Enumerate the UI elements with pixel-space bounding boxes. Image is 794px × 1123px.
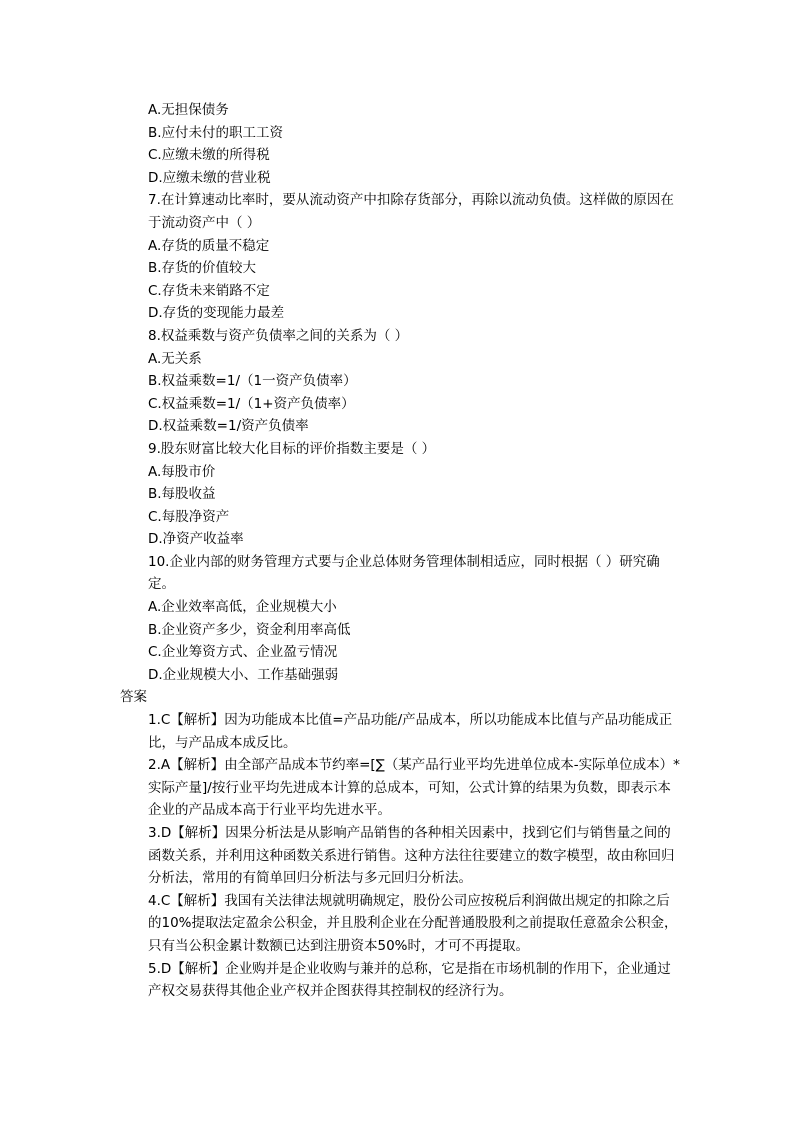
option-q9-c: C.每股净资产 bbox=[148, 508, 230, 525]
option-q9-b: B.每股收益 bbox=[148, 486, 216, 503]
option-q6-d: D.应缴未缴的营业税 bbox=[148, 169, 271, 186]
answers-heading: 答案 bbox=[120, 689, 147, 706]
question-10-stem: 10.企业内部的财务管理方式要与企业总体财务管理体制相适应，同时根据（ ）研究确定。 bbox=[148, 553, 660, 593]
option-q10-a: A.企业效率高低，企业规模大小 bbox=[148, 599, 337, 616]
answer-4: 4.C【解析】我国有关法律法规就明确规定，股份公司应按税后利润做出规定的扣除之后的10%提取法定盈余公积金，并且股利企业在分配普通股股利之前提取任意盈余公积金，只有当公积金累计数额已达到注册资本50%时，才可不再提取。 bbox=[148, 892, 678, 954]
option-q10-d: D.企业规模大小、工作基础强弱 bbox=[148, 666, 339, 683]
answer-2: 2.A【解析】由全部产品成本节约率=[∑（某产品行业平均先进单位成本-实际单位成本）*实际产量]/按行业平均先进成本计算的总成本，可知，公式计算的结果为负数，即表示本企业的产品成本高于行业平均先进水平。 bbox=[148, 757, 680, 819]
option-q10-b: B.企业资产多少，资金利用率高低 bbox=[148, 621, 351, 638]
option-q8-b: B.权益乘数=1/（1一资产负债率） bbox=[148, 373, 357, 390]
answer-3: 3.D【解析】因果分析法是从影响产品销售的各种相关因素中，找到它们与销售量之间的函数关系，并利用这种函数关系进行销售。这种方法往往要建立的数字模型，故由称回归分析法，常用的有简单回归分析法与多元回归分析法。 bbox=[148, 825, 675, 887]
option-q7-b: B.存货的价值较大 bbox=[148, 260, 257, 277]
option-q10-c: C.企业筹资方式、企业盈亏情况 bbox=[148, 644, 338, 661]
answer-1: 1.C【解析】因为功能成本比值=产品功能/产品成本，所以功能成本比值与产品功能成正比，与产品成本成反比。 bbox=[148, 712, 673, 751]
question-7-stem: 7.在计算速动比率时，要从流动资产中扣除存货部分，再除以流动负债。这样做的原因在于流动资产中（ ） bbox=[148, 192, 674, 231]
option-q8-c: C.权益乘数=1/（1+资产负债率） bbox=[148, 395, 355, 412]
question-9-stem: 9.股东财富比较大化目标的评价指数主要是（ ） bbox=[148, 440, 436, 457]
question-8-stem: 8.权益乘数与资产负债率之间的关系为（ ） bbox=[148, 327, 409, 344]
option-q6-a: A.无担保债务 bbox=[148, 102, 229, 118]
option-q8-a: A.无关系 bbox=[148, 350, 202, 367]
option-q7-d: D.存货的变现能力最差 bbox=[148, 305, 285, 322]
option-q6-c: C.应缴未缴的所得税 bbox=[148, 147, 270, 164]
option-q6-b: B.应付未付的职工工资 bbox=[148, 124, 284, 141]
document-page bbox=[120, 99, 680, 1003]
option-q7-c: C.存货未来销路不定 bbox=[148, 282, 270, 299]
option-q9-d: D.净资产收益率 bbox=[148, 531, 244, 548]
option-q8-d: D.权益乘数=1/资产负债率 bbox=[148, 418, 309, 435]
option-q9-a: A.每股市价 bbox=[148, 463, 216, 480]
answer-5: 5.D【解析】企业购并是企业收购与兼并的总称，它是指在市场机制的作用下，企业通过产权交易获得其他企业产权并企图获得其控制权的经济行为。 bbox=[148, 960, 671, 1000]
option-q7-a: A.存货的质量不稳定 bbox=[148, 237, 270, 254]
